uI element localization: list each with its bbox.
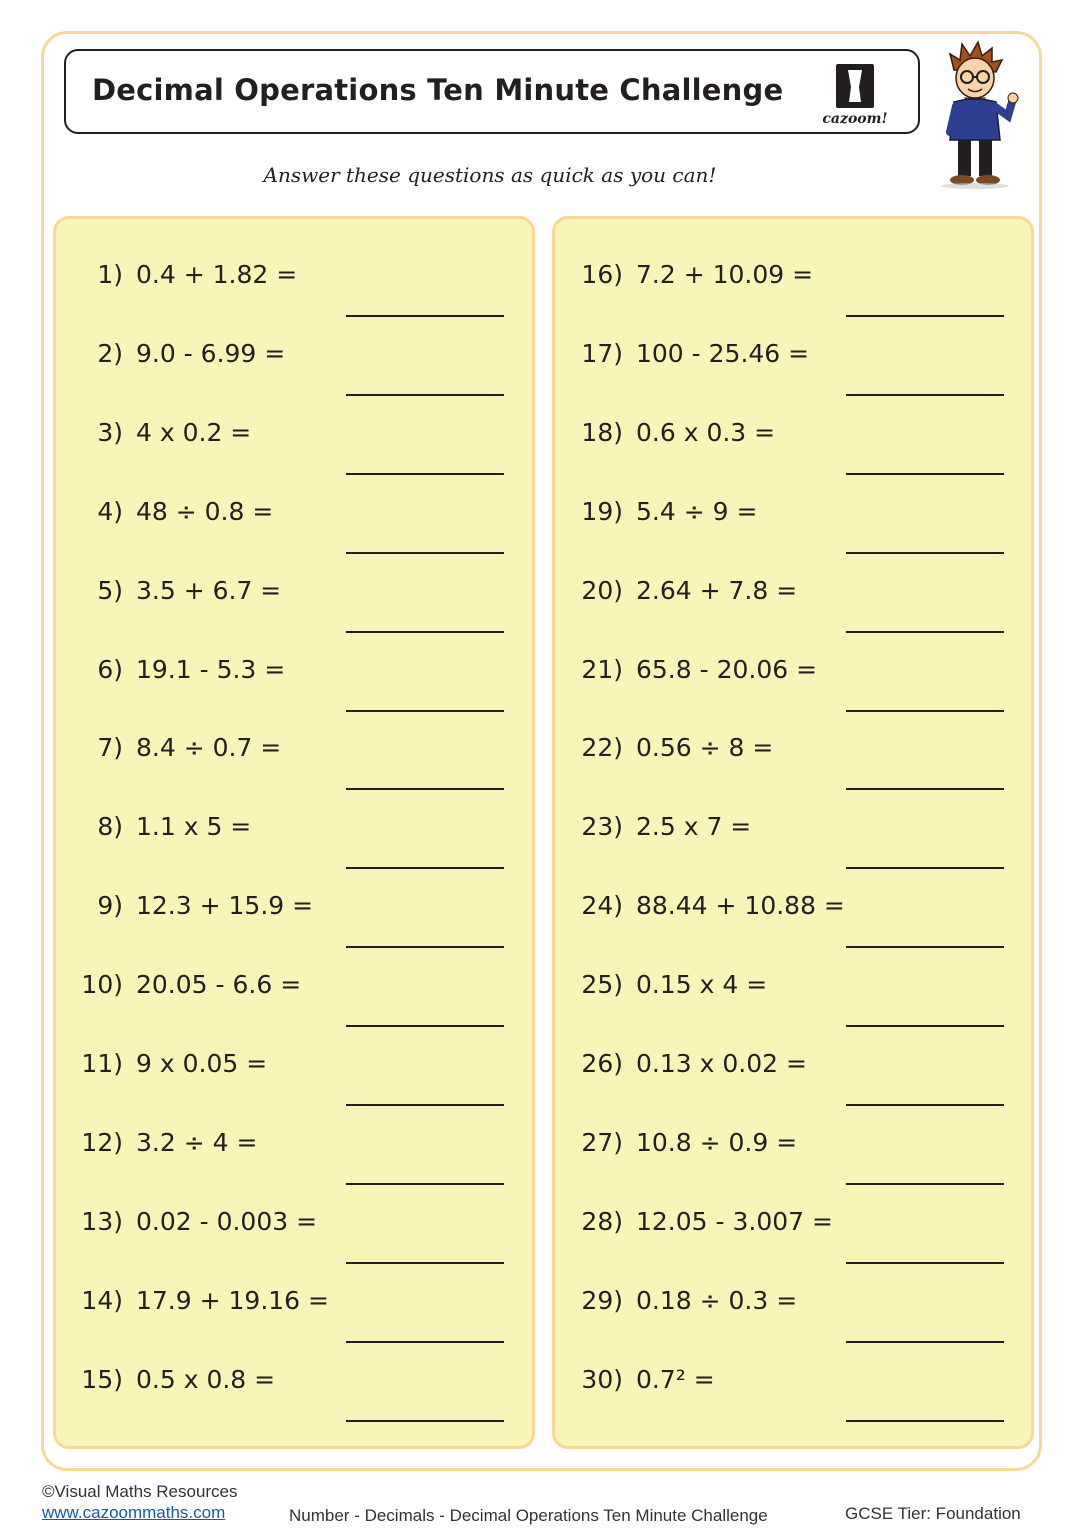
footer-tier: GCSE Tier: Foundation (845, 1504, 1021, 1523)
logo-brand-text: cazoom! (822, 111, 888, 127)
question-expression: 10.8 ÷ 0.9 = (636, 1128, 798, 1157)
question-expression: 0.4 + 1.82 = (136, 260, 298, 289)
answer-line[interactable] (846, 631, 1004, 633)
worksheet-title: Decimal Operations Ten Minute Challenge (92, 73, 784, 107)
question-expression: 12.05 - 3.007 = (636, 1207, 833, 1236)
answer-line[interactable] (346, 1262, 504, 1264)
question-number (53, 339, 123, 379)
question-number (553, 891, 623, 931)
question-number (553, 339, 623, 379)
question-expression: 65.8 - 20.06 = (636, 655, 818, 684)
question-number-label: 23) (581, 812, 623, 841)
question-expression: 0.5 x 0.8 = (136, 1365, 276, 1394)
question-number-label: 1) (97, 260, 123, 289)
question-expression: 2.64 + 7.8 = (636, 576, 798, 605)
answer-line[interactable] (846, 1104, 1004, 1106)
question-number (553, 655, 623, 695)
question-expression: 7.2 + 10.09 = (636, 260, 814, 289)
question-number (553, 1365, 623, 1405)
question-number (553, 1128, 623, 1168)
answer-line[interactable] (846, 867, 1004, 869)
question-expression: 12.3 + 15.9 = (136, 891, 314, 920)
question-expression: 4 x 0.2 = (136, 418, 252, 447)
answer-line[interactable] (346, 473, 504, 475)
question-expression: 0.7² = (636, 1365, 715, 1394)
questions-panel-right (552, 216, 1034, 1449)
question-number-label: 27) (581, 1128, 623, 1157)
question-number-label: 21) (581, 655, 623, 684)
question-number (53, 1049, 123, 1089)
answer-line[interactable] (846, 315, 1004, 317)
answer-line[interactable] (846, 473, 1004, 475)
question-number (53, 733, 123, 773)
question-expression: 1.1 x 5 = (136, 812, 252, 841)
answer-line[interactable] (846, 394, 1004, 396)
question-number-label: 13) (81, 1207, 123, 1236)
question-number-label: 3) (97, 418, 123, 447)
question-expression: 0.15 x 4 = (636, 970, 768, 999)
answer-line[interactable] (346, 1025, 504, 1027)
question-number (553, 497, 623, 537)
answer-line[interactable] (346, 710, 504, 712)
footer-copyright: ©Visual Maths Resources (42, 1482, 238, 1501)
instructions-text: Answer these questions as quick as you can! (263, 163, 717, 187)
cazoom-logo-icon (814, 61, 896, 127)
question-expression: 17.9 + 19.16 = (136, 1286, 329, 1315)
footer-website-link[interactable]: www.cazoommaths.com (42, 1503, 226, 1522)
question-number-label: 25) (581, 970, 623, 999)
answer-line[interactable] (846, 1420, 1004, 1422)
question-expression: 5.4 ÷ 9 = (636, 497, 758, 526)
question-expression: 0.18 ÷ 0.3 = (636, 1286, 798, 1315)
question-number-label: 7) (97, 733, 123, 762)
question-number (53, 418, 123, 458)
question-number (53, 497, 123, 537)
question-number-label: 24) (581, 891, 623, 920)
question-number-label: 14) (81, 1286, 123, 1315)
question-number (53, 970, 123, 1010)
question-number-label: 20) (581, 576, 623, 605)
question-number (553, 1207, 623, 1247)
answer-line[interactable] (846, 1183, 1004, 1185)
question-number (553, 733, 623, 773)
question-expression: 8.4 ÷ 0.7 = (136, 733, 282, 762)
question-number-label: 2) (97, 339, 123, 368)
answer-line[interactable] (346, 631, 504, 633)
question-number-label: 17) (581, 339, 623, 368)
question-number-label: 18) (581, 418, 623, 447)
question-expression: 88.44 + 10.88 = (636, 891, 845, 920)
question-expression: 19.1 - 5.3 = (136, 655, 286, 684)
question-number-label: 15) (81, 1365, 123, 1394)
question-expression: 20.05 - 6.6 = (136, 970, 302, 999)
question-expression: 0.6 x 0.3 = (636, 418, 776, 447)
question-number (553, 1049, 623, 1089)
answer-line[interactable] (346, 1420, 504, 1422)
question-number-label: 9) (97, 891, 123, 920)
answer-line[interactable] (346, 1183, 504, 1185)
question-expression: 9.0 - 6.99 = (136, 339, 286, 368)
question-number-label: 12) (81, 1128, 123, 1157)
question-expression: 9 x 0.05 = (136, 1049, 268, 1078)
question-number-label: 26) (581, 1049, 623, 1078)
answer-line[interactable] (346, 1341, 504, 1343)
question-number-label: 30) (581, 1365, 623, 1394)
question-number-label: 4) (97, 497, 123, 526)
answer-line[interactable] (346, 788, 504, 790)
question-number (553, 970, 623, 1010)
question-number (553, 418, 623, 458)
question-number (53, 576, 123, 616)
question-number-label: 10) (81, 970, 123, 999)
answer-line[interactable] (346, 394, 504, 396)
question-number (553, 260, 623, 300)
answer-line[interactable] (346, 1104, 504, 1106)
question-expression: 0.13 x 0.02 = (636, 1049, 807, 1078)
question-number (53, 891, 123, 931)
answer-line[interactable] (846, 710, 1004, 712)
question-expression: 100 - 25.46 = (636, 339, 810, 368)
answer-line[interactable] (346, 315, 504, 317)
question-number-label: 29) (581, 1286, 623, 1315)
question-number (553, 576, 623, 616)
question-number (53, 260, 123, 300)
question-expression: 48 ÷ 0.8 = (136, 497, 274, 526)
answer-line[interactable] (346, 867, 504, 869)
answer-line[interactable] (846, 946, 1004, 948)
answer-line[interactable] (846, 1025, 1004, 1027)
answer-line[interactable] (846, 788, 1004, 790)
question-number-label: 16) (581, 260, 623, 289)
question-expression: 3.5 + 6.7 = (136, 576, 282, 605)
question-number (553, 812, 623, 852)
question-number (53, 1128, 123, 1168)
question-number (53, 812, 123, 852)
question-number (553, 1286, 623, 1326)
question-number (53, 1207, 123, 1247)
question-expression: 3.2 ÷ 4 = (136, 1128, 258, 1157)
question-number-label: 28) (581, 1207, 623, 1236)
answer-line[interactable] (846, 552, 1004, 554)
question-number-label: 8) (97, 812, 123, 841)
question-number (53, 1365, 123, 1405)
title-box (64, 49, 920, 134)
answer-line[interactable] (346, 946, 504, 948)
question-number-label: 5) (97, 576, 123, 605)
question-number-label: 22) (581, 733, 623, 762)
answer-line[interactable] (846, 1262, 1004, 1264)
question-number-label: 11) (81, 1049, 123, 1078)
questions-panel-left (53, 216, 535, 1449)
question-number (53, 1286, 123, 1326)
footer-topic: Number - Decimals - Decimal Operations Ten Minute Challenge (289, 1506, 768, 1525)
answer-line[interactable] (346, 552, 504, 554)
question-number-label: 19) (581, 497, 623, 526)
question-expression: 2.5 x 7 = (636, 812, 752, 841)
question-expression: 0.56 ÷ 8 = (636, 733, 774, 762)
answer-line[interactable] (846, 1341, 1004, 1343)
question-expression: 0.02 - 0.003 = (136, 1207, 318, 1236)
question-number (53, 655, 123, 695)
question-number-label: 6) (97, 655, 123, 684)
